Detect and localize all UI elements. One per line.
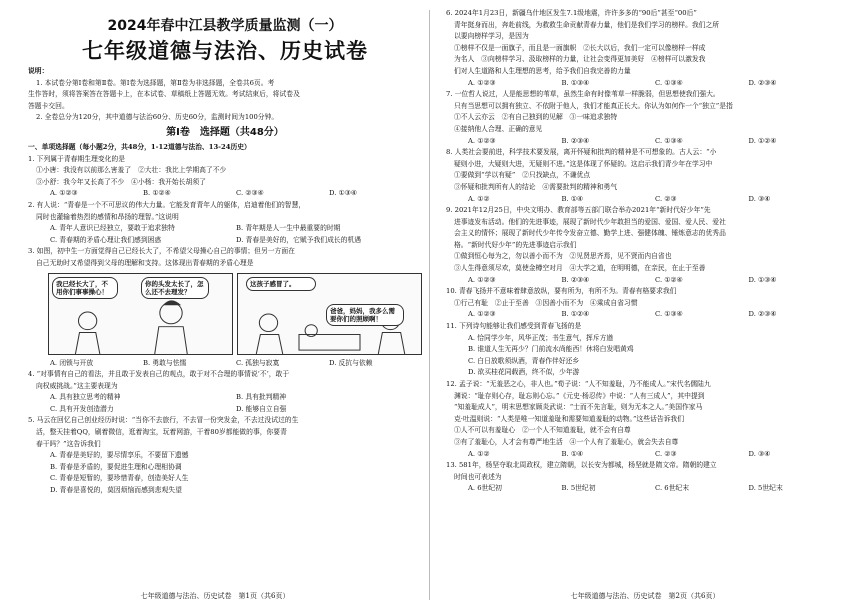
q7-options	[446, 136, 842, 148]
q3-line: 自己无助时又希望得到父母的理解和支持。这体现出青春期的矛盾心理是	[36, 258, 254, 267]
q12-line: 克·吐温则说：“人类是唯一知道羞耻和需要知道羞耻的动物。”这些话告诉我们	[454, 414, 685, 423]
q13-option: A. 6世纪初	[468, 484, 502, 493]
q2-option: A. 青年人意识已经独立，要敢于追求独特	[50, 224, 175, 233]
q12-option: A. ①②	[468, 449, 490, 458]
q6-option: B. ①③④	[561, 78, 590, 87]
q3-line: 3. 如图，初中生一方面觉得自己已经长大了，不希望父母操心自己的事情；但另一方面在	[28, 247, 295, 256]
q1-option: B. ①②④	[143, 189, 171, 198]
q9-option: C. ①②④	[655, 275, 683, 284]
q3-options	[28, 358, 422, 370]
q7-line: ④接纳他人合理、正确的意见	[454, 124, 543, 133]
q8-line: ①要做到“学以有疑” ②只找缺点，不谦优点	[454, 171, 591, 180]
q4-option: D. 能够自立自强	[236, 404, 287, 413]
q12-line: “知羞耻成人”，明末思想家顾炎武说：“士而不先言耻，则为无本之人。”美国作家马	[454, 403, 703, 412]
section-title: 第Ⅰ卷 选择题（共48分）	[166, 126, 284, 138]
q2-line: 2. 有人说：“青春是一个不可思议的伟大力量。它能发育青年人的躯体，启迪着他们的智慧，	[28, 200, 306, 209]
q9-options	[446, 275, 842, 287]
q8-options	[446, 194, 842, 206]
q12-options	[446, 449, 842, 461]
q2-option: D. 青春是美好的，它赋予我们成长的机遇	[236, 235, 362, 244]
notes-label: 说明：	[28, 67, 49, 75]
q13-option: D. 5世纪末	[748, 484, 783, 493]
q10-options	[446, 309, 842, 321]
q3-option: D. 反抗与依赖	[329, 358, 373, 367]
speech-bubble: 这孩子感冒了。	[246, 277, 316, 291]
q9-line: 9. 2021年12月25日，中央文明办、教育部等五部门联合举办2021年“新时代好少年”先	[446, 206, 711, 215]
speech-bubble: 我已经长大了，不用你们事事操心！	[52, 277, 118, 299]
q2-options	[28, 223, 422, 246]
exam-page-2	[430, 0, 860, 607]
q8-option: B. ①④	[561, 194, 584, 203]
q1-option: C. ②③④	[236, 189, 264, 198]
q12-option: D. ③④	[748, 449, 771, 458]
q10-option: D. ②③④	[748, 310, 777, 319]
q6-option: D. ②③④	[748, 78, 777, 87]
page-footer: 七年级道德与法治、历史试卷 第1页（共6页）	[140, 592, 290, 600]
q1-stem: 1. 下列属于青春期生理变化的是	[28, 154, 126, 163]
q12-line: 12. 孟子说：“无羞恶之心，非人也。”荀子说：“人不知羞耻，乃不能成人。”宋代名儒陆九	[446, 380, 711, 388]
page-2-content	[446, 8, 842, 495]
q8-option: A. ①②	[468, 194, 490, 203]
q10-line: ①行己有耻 ②止于至善 ③因善小而不为 ④乘成自省习惯	[454, 298, 638, 307]
q3-option: A. 闭锁与开放	[50, 358, 94, 367]
speech-bubble: 爸爸，妈妈，我多么需要你们的照顾啊！	[326, 304, 404, 326]
q4-option: C. 具有开发创造潜力	[50, 404, 114, 413]
q4-line: 向权威挑战。”这主要表现为	[36, 381, 118, 390]
q5-option: D. 青春是喜悦的，莫因烦恼而感到悲观失望	[50, 486, 182, 495]
note-line: 答题卡交回。	[28, 101, 69, 110]
q11-option: A. 恰同学少年，风华正茂；书生意气，挥斥方遒	[468, 333, 614, 342]
q13-line: 时间也可表述为	[454, 472, 502, 481]
q7-option: B. ②③④	[561, 136, 590, 145]
q8-line: 8. 人类社会要前进，科学技术要发展，离开怀疑和批判的精神是不可想象的。古人云：“小	[446, 148, 717, 157]
q8-line: ③怀疑和批判所有人的结论 ④需要批判的精神和勇气	[454, 182, 618, 191]
q11-stem: 11. 下列诗句能够让我们感受到青春飞扬的是	[446, 322, 582, 331]
speech-bubble: 你的头发太长了，怎么还不去理发？	[141, 277, 209, 299]
q2-option: C. 青春期的矛盾心理让我们感到困惑	[50, 235, 162, 244]
q6-line: 为名人 ③向榜样学习、汲取榜样的力量，让社会变得更加美好 ④榜样可以激发我	[454, 55, 706, 64]
q4-option: A. 具有独立思考的精神	[50, 393, 121, 402]
q6-line: 6. 2024年1月23日，新疆乌什地区发生7.1级地震，许许多多的“90后”甚至“00后”	[446, 9, 697, 17]
q5-option: A. 青春是美好的，要尽情享乐，不要留下遗憾	[50, 451, 189, 460]
q2-line: 同时也灌输着热烈的感情和昂扬的理智。”这说明	[36, 212, 179, 221]
q6-line: 青年挺身而出，奔赴前线，为救救生命贡献青春力量，他们是我们学习的榜样。我们之所	[454, 20, 720, 29]
q13-options	[446, 483, 842, 495]
q12-line: ①人不可以有羞耻心 ②一个人不知道羞耻，就不会有自尊	[454, 426, 631, 435]
page-footer: 七年级道德与法治、历史试卷 第2页（共6页）	[570, 592, 720, 600]
q9-line: 会主义的情怀；展现了新时代少年传令发奋立德、勤学上进、强健体魄、锤炼意志的优秀品	[454, 229, 726, 238]
q7-line: 只有当思想可以拥有独立、不依附于他人，我们才能真正长大。你认为如何作一个“独立”是指	[454, 101, 733, 110]
q2-option: B. 青年期是人一生中最重要的时期	[236, 224, 341, 233]
q13-option: B. 5世纪初	[561, 484, 596, 493]
q9-line: ①做到恒心每为之，勿以善小而不为 ②见贤思齐焉，见不贤而内自省也	[454, 252, 672, 261]
q9-line: 进事迹发布活动。他们的先进事迹，展现了新时代少年敢担当的爱国、爱国、爱人民、爱社	[454, 217, 726, 226]
q10-option: A. ①②③	[468, 310, 496, 319]
q7-line: ①不人云亦云 ②有自己独到的见解 ③一味追求独特	[454, 113, 618, 122]
exam-title: 2024年春中江县教学质量监测（一）	[107, 18, 343, 34]
q1-option: D. ①③④	[329, 189, 357, 198]
q5-line: 活，整天挂着QQ，刷着微信，逛着淘宝，玩着网游，干着80岁都能做的事，你要青	[36, 428, 287, 437]
q4-options	[28, 392, 422, 415]
q6-line: 以要向榜样学习，是因为	[454, 32, 529, 41]
q7-option: D. ①②④	[748, 136, 777, 145]
q6-option: C. ①③④	[655, 78, 683, 87]
q5-option: B. 青春是矛盾的，要促进生理和心理相协调	[50, 462, 182, 471]
q8-line: 疑则小进，大疑则大进，无疑则不进。”这是体现了怀疑的。这启示我们青少年在学习中	[454, 159, 713, 168]
q1-option: A. ①②③	[50, 189, 78, 198]
note-line: 2. 全卷总分为120分，其中道德与法治60分、历史60分，监测时间为100分钟。	[36, 113, 279, 122]
q9-option: D. ①③④	[748, 275, 777, 284]
q3-comic	[48, 273, 422, 355]
q9-line: ③人生得意须尽欢，莫使金樽空对月 ④大学之道，在明明德，在亲民，在止于至善	[454, 264, 706, 273]
q6-option: A. ①②③	[468, 78, 496, 87]
q5-line: 5. 马云在回忆自己创业经历时说：“当你不去旅行，不去冒一份突发金，不去过没试过的生	[28, 416, 299, 425]
q10-line: 10. 青春飞扬并不意味着肆意放纵，要有所为，有所不为。青春有格要求我们	[446, 287, 677, 296]
q5-line: 春干吗？”这告诉我们	[36, 439, 101, 448]
q7-option: C. ①③④	[655, 136, 683, 145]
page-1-content	[28, 14, 422, 497]
q9-option: B. ②③④	[561, 275, 590, 284]
q12-option: C. ②③	[655, 449, 677, 458]
q4-option: B. 具有批判精神	[236, 393, 287, 402]
q13-option: C. 6世纪末	[655, 484, 689, 493]
q9-line: 格。“新时代好少年”的先进事迹启示我们	[454, 240, 577, 249]
q8-option: D. ③④	[748, 194, 771, 203]
q1-line: ①小唐：我没有以前那么害羞了 ②大壮：我比上学期高了不少	[36, 166, 227, 175]
q6-options	[446, 78, 842, 90]
q10-option: C. ①③④	[655, 310, 683, 319]
q1-options	[28, 188, 422, 200]
q11-option: D. 欲买桂花同载酒，终不似，少年游	[468, 368, 580, 377]
note-line: 生作答时，须将答案答在答题卡上，在本试卷、草稿纸上答题无效。考试结束后，将试卷及	[28, 90, 300, 99]
q10-option: B. ①②④	[561, 310, 590, 319]
q7-option: A. ①②③	[468, 136, 496, 145]
q12-line: ③有了羞耻心，人才会有尊严地生活 ④一个人有了羞耻心，就会失去自尊	[454, 437, 679, 446]
q12-option: B. ①④	[561, 449, 584, 458]
q12-line: 渊说：“耻存则心存，耻忘则心忘。”《元史·杨忍传》中说：“人有三成人”，其中提到	[454, 391, 705, 400]
note-line: 1. 本试卷分第Ⅰ卷和第Ⅱ卷。第Ⅰ卷为选择题，第Ⅱ卷为非选择题，全卷共6页。考	[36, 78, 275, 87]
q8-option: C. ②③	[655, 194, 677, 203]
q11-option: C. 白日放歌须纵酒，青春作伴好还乡	[468, 356, 580, 365]
q3-option: C. 孤独与寂寞	[236, 358, 280, 367]
q13-line: 13. 581年，杨坚夺取北周政权，建立隋朝，以长安为都城，杨坚就是隋文帝。隋朝的建立	[446, 461, 717, 470]
comic-panel-left	[48, 273, 233, 355]
q4-line: 4. “对事情有自己的看法，并且敢于发表自己的观点，敢于对不合理的事情说‘不’，敢于	[28, 370, 290, 379]
comic-panel-right	[237, 273, 422, 355]
q6-line: ①榜样不仅是一面旗子，而且是一面旗帜 ②长大以后，我们一定可以像榜样一样成	[454, 43, 706, 52]
subsection-title: 一、单项选择题（每小题2分，共48分，1-12道德与法治、13-24历史）	[28, 142, 251, 151]
q9-option: A. ①②③	[468, 275, 496, 284]
q5-option: C. 青春是短暂的，要珍惜青春，创造美好人生	[50, 474, 189, 483]
q3-option: B. 勇敢与怯懦	[143, 358, 187, 367]
q1-line: ③小舒：我今年又长高了不少 ④小杨：我开始长胡须了	[36, 177, 206, 186]
q11-option: B. 谁道人生无再少？门前流水尚能西！休将白发唱黄鸡	[468, 345, 634, 354]
q7-line: 7. 一位哲人说过，人是能思想的苇草，虽然生命有时像苇草一样脆弱，但思想使我们强大。	[446, 90, 720, 99]
q6-line: 们对人生道路和人生理想的思考，给予我们自我完善的力量	[454, 66, 631, 75]
exam-subject-title: 七年级道德与法治、历史试卷	[82, 39, 368, 63]
